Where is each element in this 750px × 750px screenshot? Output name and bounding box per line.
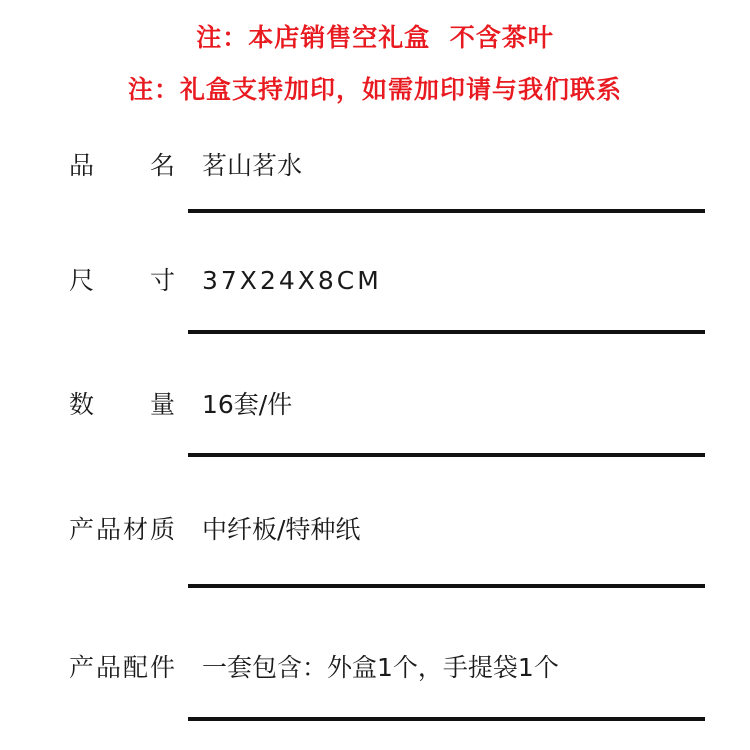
spec-label-material: 产 品 材 质	[69, 515, 175, 544]
spec-value-product-name: 茗山茗水	[202, 151, 303, 180]
notice-empty-gift-box: 注：本店销售空礼盒 不含茶叶	[196, 23, 554, 52]
spec-row-accessories	[0, 648, 750, 688]
spec-row-material	[0, 510, 750, 550]
spec-value-size: 37X24X8CM	[202, 266, 382, 295]
spec-label-product-name: 品 名	[69, 151, 175, 180]
divider-line	[188, 584, 705, 588]
notice-printing-service: 注：礼盒支持加印，如需加印请与我们联系	[127, 75, 622, 104]
spec-row-product-name	[0, 146, 750, 186]
spec-row-size	[0, 261, 750, 301]
divider-line	[188, 717, 705, 721]
divider-line	[188, 453, 705, 457]
spec-value-accessories: 一套包含：外盒1个，手提袋1个	[202, 653, 559, 682]
divider-line	[188, 330, 705, 334]
spec-value-quantity: 16套/件	[202, 390, 293, 419]
spec-label-accessories: 产 品 配 件	[69, 653, 175, 682]
spec-label-size: 尺 寸	[69, 266, 175, 295]
divider-line	[188, 209, 705, 213]
spec-row-quantity	[0, 385, 750, 425]
spec-value-material: 中纤板/特种纸	[202, 515, 361, 544]
spec-label-quantity: 数 量	[69, 390, 175, 419]
